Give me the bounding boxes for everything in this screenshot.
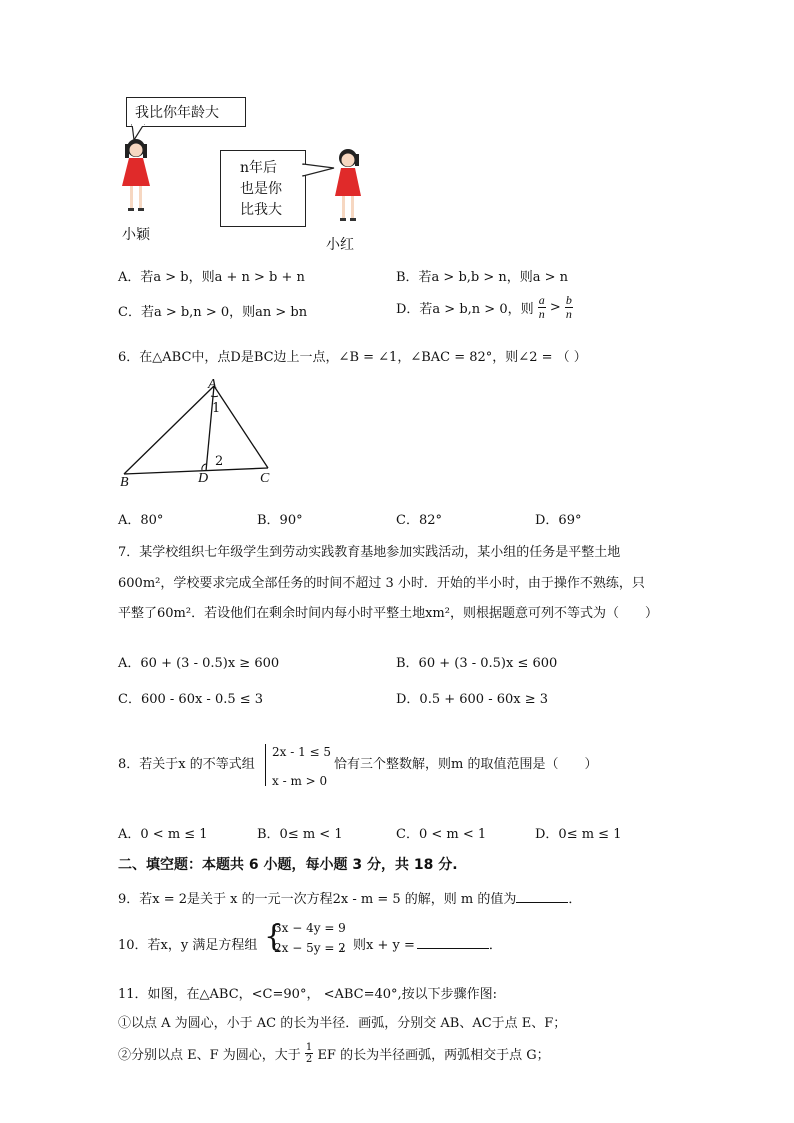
speech-bubble-right-line2: 也是你 xyxy=(240,181,282,197)
q5-option-b: B．若a > b,b > n，则a > n xyxy=(396,270,569,285)
section-2-heading: 二、填空题：本题共 6 小题，每小题 3 分，共 18 分. xyxy=(118,857,458,873)
q6-label-c: C xyxy=(260,471,270,486)
q5-option-d-gt: > xyxy=(549,300,561,315)
q10-equation-2: 2x − 5y = 2 xyxy=(274,941,346,955)
q5-option-d-frac2: $\frac{b}{n}$ xyxy=(565,293,572,321)
q5-option-d-frac1: $\frac{a}{n}$ xyxy=(538,293,545,321)
q10-equation-1: 3x − 4y = 9 xyxy=(274,921,346,935)
q6-label-d: D xyxy=(198,471,209,486)
speech-bubble-left-text: 我比你年龄大 xyxy=(135,105,219,121)
q7-line1: 7．某学校组织七年级学生到劳动实践教育基地参加实践活动，某小组的任务是平整土地 xyxy=(118,545,621,560)
q7-option-c: C．600 - 60x - 0.5 ≤ 3 xyxy=(118,692,264,707)
q9-answer-blank[interactable] xyxy=(516,890,568,903)
name-right: 小红 xyxy=(326,237,354,253)
q6-label-2: 2 xyxy=(215,454,224,469)
q8-option-d: D．0≤ m ≤ 1 xyxy=(535,827,622,842)
q5-option-c: C．若a > b,n > 0，则an > bn xyxy=(118,305,308,320)
q5-option-d-prefix: D．若a > b,n > 0，则 xyxy=(396,302,534,317)
q7-option-d: D．0.5 + 600 - 60x ≥ 3 xyxy=(396,692,549,707)
q7-option-b: B．60 + (3 - 0.5)x ≤ 600 xyxy=(396,656,558,671)
q6-label-1: 1 xyxy=(212,401,221,416)
q11-stem: 11．如图，在△ABC，<C=90°， <ABC=40°,按以下步骤作图: xyxy=(118,987,498,1002)
q11-fraction-half: $\frac{1}{2}$ xyxy=(305,1042,313,1065)
q6-stem: 6．在△ABC中，点D是BC边上一点，∠B = ∠1，∠BAC = 82°，则∠2 = （ ） xyxy=(118,350,587,365)
q7-line2: 600m²，学校要求完成全部任务的时间不超过 3 小时．开始的半小时，由于操作不熟练，只 xyxy=(118,576,645,591)
q10-prefix: 10．若x，y 满足方程组 xyxy=(118,938,258,953)
name-left: 小颖 xyxy=(122,227,150,243)
q5-option-a: A．若a > b，则a + n > b + n xyxy=(118,270,305,285)
q10-suffix: ，则x + y = ． xyxy=(340,938,502,953)
q8-suffix: 恰有三个整数解，则m 的取值范围是（ ） xyxy=(334,757,598,772)
q8-option-c: C．0 < m < 1 xyxy=(396,827,487,842)
q7-option-a: A．60 + (3 - 0.5)x ≥ 600 xyxy=(118,656,280,671)
q5-option-d xyxy=(396,294,573,321)
q6-label-b: B xyxy=(120,475,129,490)
q8-inequality-1: 2x - 1 ≤ 5 xyxy=(272,745,332,759)
q10-answer-blank[interactable] xyxy=(417,936,489,949)
q8-prefix: 8．若关于x 的不等式组 xyxy=(118,757,255,772)
q6-option-d: D．69° xyxy=(535,513,582,528)
q9-stem: 9．若x = 2是关于 x 的一元一次方程2x - m = 5 的解，则 m 的值为 xyxy=(118,892,517,907)
q8-option-a: A．0 < m ≤ 1 xyxy=(118,827,208,842)
q11-step1: ①以点 A 为圆心，小于 AC 的长为半径．画弧，分别交 AB、AC于点 E、F； xyxy=(118,1016,567,1031)
q8-brace xyxy=(265,744,272,786)
q9-text xyxy=(118,888,581,907)
girl-right-illustration xyxy=(328,146,368,228)
speech-bubble-right-line3: 比我大 xyxy=(240,202,282,218)
q6-option-b: B．90° xyxy=(257,513,303,528)
q8-inequality-2: x - m > 0 xyxy=(272,774,328,788)
q8-option-b: B．0≤ m < 1 xyxy=(257,827,343,842)
q6-option-a: A．80° xyxy=(118,513,164,528)
q6-option-c: C．82° xyxy=(396,513,442,528)
q6-label-a: A xyxy=(208,377,217,392)
girl-left-illustration xyxy=(116,136,156,218)
q7-line3: 平整了60m²．若设他们在剩余时间内每小时平整土地xm²，则根据题意可列不等式为（ ） xyxy=(118,606,658,621)
q11-step2: ②分别以点 E、F 为圆心，大于 $\frac{1}{2}$ EF 的长为半径画弧，两弧相交于点 G； xyxy=(118,1042,550,1065)
q10-brace: { xyxy=(264,919,284,954)
q9-end: ． xyxy=(568,892,582,907)
speech-bubble-right-line1: n年后 xyxy=(240,160,278,176)
